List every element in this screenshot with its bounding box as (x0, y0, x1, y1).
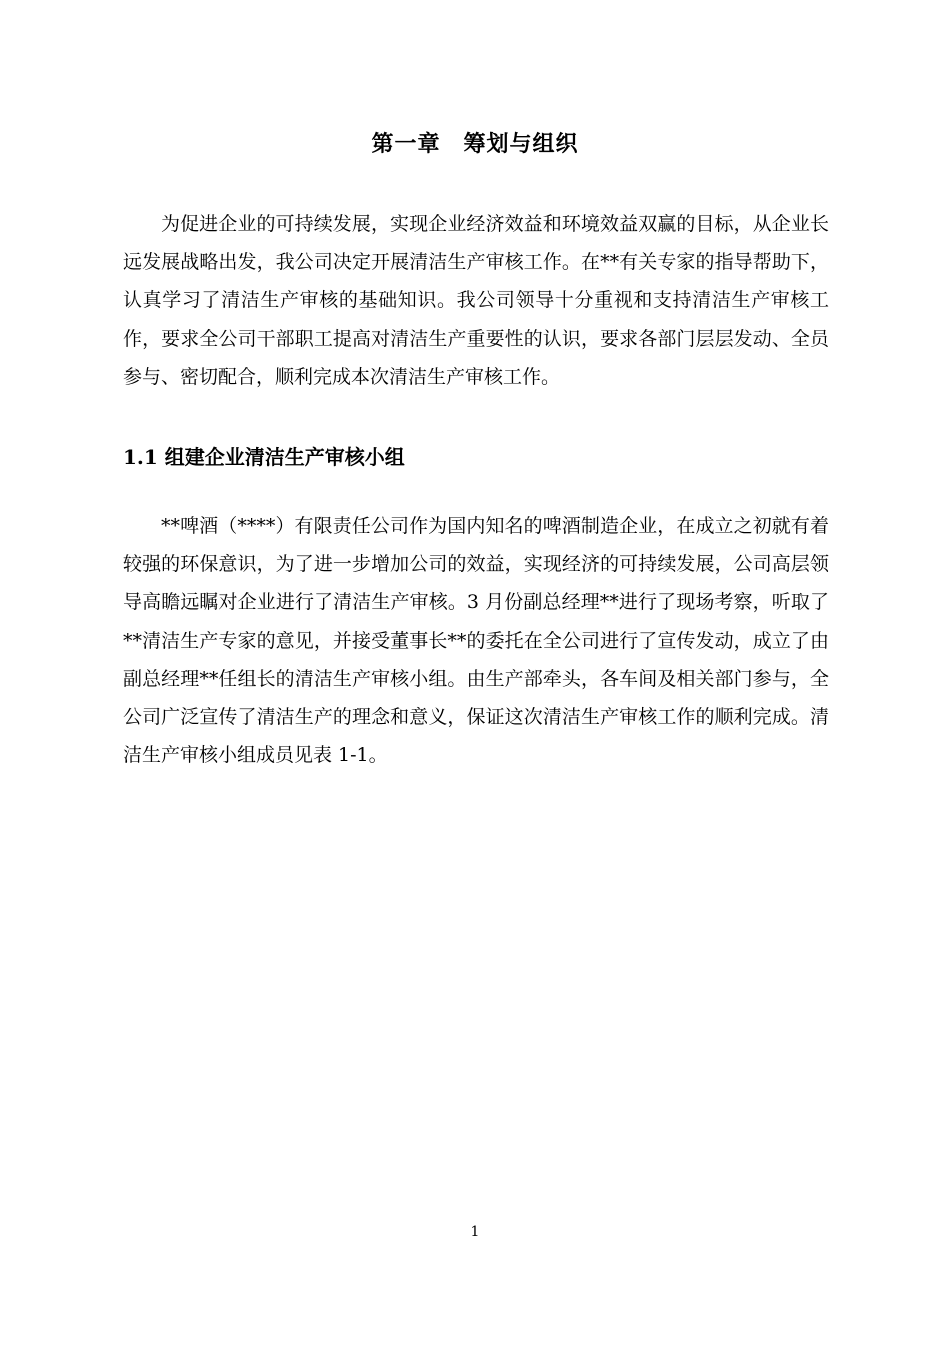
intro-paragraph: 为促进企业的可持续发展，实现企业经济效益和环境效益双赢的目标，从企业长远发展战略出发，我公司决定开展清洁生产审核工作。在**有关专家的指导帮助下，认真学习了清洁生产审核的基础知识。我公司领导十分重视和支持清洁生产审核工作，要求全公司干部职工提高对清洁生产重要性的认识，要求各部门层层发动、全员参与、密切配合，顺利完成本次清洁生产审核工作。 (123, 213, 829, 388)
page-number: 1 (470, 1224, 480, 1240)
chapter-title: 第一章 筹划与组织 (371, 131, 579, 157)
section-paragraph: **啤酒（****）有限责任公司作为国内知名的啤酒制造企业，在成立之初就有着较强的环保意识，为了进一步增加公司的效益，实现经济的可持续发展，公司高层领导高瞻远瞩对企业进行了清洁生产审核。3 月份副总经理**进行了现场考察，听取了**清洁生产专家的意见，并接受董事长**的委托在全公司进行了宣传发动，成立了由副总经理**任组长的清洁生产审核小组。由生产部牵头，各车间及相关部门参与，全公司广泛宣传了清洁生产的理念和意义，保证这次清洁生产审核工作的顺利完成。清洁生产审核小组成员见表 1-1。 (123, 515, 829, 767)
section-heading: 1.1 组建企业清洁生产审核小组 (123, 445, 405, 469)
